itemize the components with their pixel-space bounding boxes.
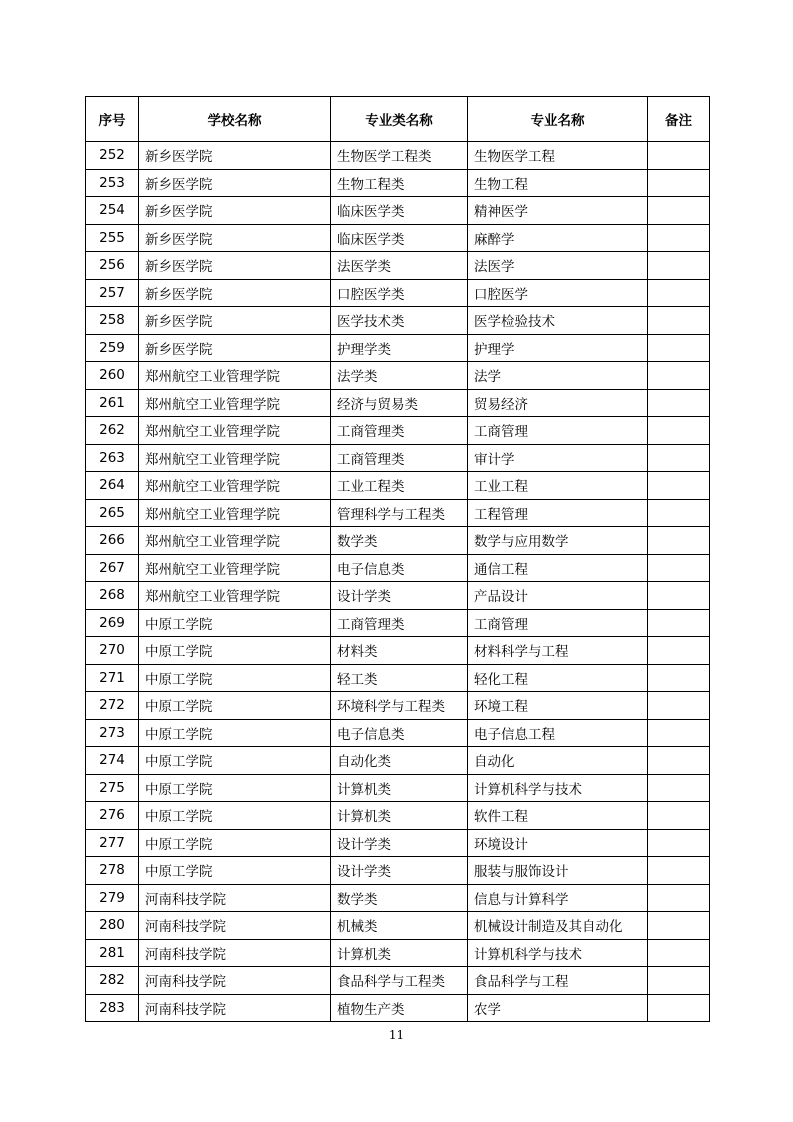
major-category-cell: 法医学类 [331,252,468,280]
table-row [86,994,710,1022]
serial-number-cell: 271 [86,664,139,692]
major-category-cell: 计算机类 [331,774,468,802]
remarks-cell [648,994,710,1022]
serial-number-cell: 260 [86,362,139,390]
school-name-cell: 新乡医学院 [139,334,331,362]
remarks-cell [648,637,710,665]
remarks-cell [648,582,710,610]
serial-number-cell: 276 [86,802,139,830]
serial-number-cell: 253 [86,169,139,197]
serial-number-cell: 263 [86,444,139,472]
remarks-cell [648,884,710,912]
serial-number-cell: 262 [86,417,139,445]
major-name-cell: 软件工程 [468,802,648,830]
table-row [86,967,710,995]
major-name-cell: 生物工程 [468,169,648,197]
major-name-cell: 机械设计制造及其自动化 [468,912,648,940]
table-row [86,939,710,967]
table-row [86,252,710,280]
major-name-cell: 计算机科学与技术 [468,774,648,802]
school-name-cell: 中原工学院 [139,664,331,692]
school-name-cell: 河南科技学院 [139,994,331,1022]
major-name-cell: 医学检验技术 [468,307,648,335]
serial-number-cell: 280 [86,912,139,940]
remarks-cell [648,802,710,830]
school-name-cell: 河南科技学院 [139,967,331,995]
major-name-cell: 产品设计 [468,582,648,610]
major-name-cell: 贸易经济 [468,389,648,417]
serial-number-cell: 283 [86,994,139,1022]
table-row [86,609,710,637]
serial-number-cell: 273 [86,719,139,747]
remarks-cell [648,252,710,280]
major-category-cell: 口腔医学类 [331,279,468,307]
table-body [86,142,710,1022]
major-category-cell: 轻工类 [331,664,468,692]
major-name-cell: 工商管理 [468,609,648,637]
table-row [86,719,710,747]
table-row [86,582,710,610]
school-name-cell: 新乡医学院 [139,169,331,197]
remarks-cell [648,169,710,197]
table-row [86,802,710,830]
table-row [86,774,710,802]
table-row [86,362,710,390]
major-category-cell: 电子信息类 [331,719,468,747]
major-name-cell: 轻化工程 [468,664,648,692]
table-row [86,224,710,252]
school-name-cell: 中原工学院 [139,637,331,665]
table-row [86,279,710,307]
major-category-cell: 生物工程类 [331,169,468,197]
major-name-cell: 法医学 [468,252,648,280]
remarks-cell [648,609,710,637]
major-name-cell: 数学与应用数学 [468,527,648,555]
school-name-cell: 新乡医学院 [139,142,331,170]
major-category-cell: 工商管理类 [331,417,468,445]
major-category-cell: 机械类 [331,912,468,940]
school-name-cell: 中原工学院 [139,719,331,747]
school-name-cell: 中原工学院 [139,609,331,637]
major-category-cell: 生物医学工程类 [331,142,468,170]
remarks-cell [648,279,710,307]
major-name-cell: 麻醉学 [468,224,648,252]
majors-table [85,96,710,1022]
remarks-cell [648,719,710,747]
major-name-cell: 工商管理 [468,417,648,445]
school-name-cell: 中原工学院 [139,802,331,830]
major-name-cell: 精神医学 [468,197,648,225]
major-name-cell: 自动化 [468,747,648,775]
major-name-cell: 电子信息工程 [468,719,648,747]
school-name-cell: 新乡医学院 [139,224,331,252]
major-category-cell: 经济与贸易类 [331,389,468,417]
major-category-cell: 材料类 [331,637,468,665]
remarks-cell [648,334,710,362]
school-name-cell: 新乡医学院 [139,307,331,335]
remarks-cell [648,912,710,940]
header-serial-number: 序号 [86,97,139,142]
major-name-cell: 材料科学与工程 [468,637,648,665]
school-name-cell: 郑州航空工业管理学院 [139,472,331,500]
major-category-cell: 计算机类 [331,939,468,967]
major-name-cell: 服装与服饰设计 [468,857,648,885]
school-name-cell: 郑州航空工业管理学院 [139,499,331,527]
remarks-cell [648,939,710,967]
serial-number-cell: 279 [86,884,139,912]
major-category-cell: 数学类 [331,884,468,912]
table-row [86,692,710,720]
school-name-cell: 郑州航空工业管理学院 [139,417,331,445]
remarks-cell [648,554,710,582]
table-row [86,307,710,335]
major-name-cell: 工程管理 [468,499,648,527]
school-name-cell: 新乡医学院 [139,279,331,307]
major-category-cell: 设计学类 [331,857,468,885]
serial-number-cell: 278 [86,857,139,885]
remarks-cell [648,664,710,692]
table-row [86,197,710,225]
major-name-cell: 口腔医学 [468,279,648,307]
major-category-cell: 工商管理类 [331,609,468,637]
major-name-cell: 食品科学与工程 [468,967,648,995]
serial-number-cell: 270 [86,637,139,665]
remarks-cell [648,389,710,417]
header-major-category: 专业类名称 [331,97,468,142]
school-name-cell: 中原工学院 [139,829,331,857]
school-name-cell: 中原工学院 [139,692,331,720]
school-name-cell: 郑州航空工业管理学院 [139,554,331,582]
major-name-cell: 计算机科学与技术 [468,939,648,967]
major-name-cell: 生物医学工程 [468,142,648,170]
serial-number-cell: 261 [86,389,139,417]
school-name-cell: 新乡医学院 [139,252,331,280]
major-category-cell: 设计学类 [331,829,468,857]
serial-number-cell: 275 [86,774,139,802]
serial-number-cell: 267 [86,554,139,582]
major-category-cell: 工业工程类 [331,472,468,500]
major-category-cell: 设计学类 [331,582,468,610]
major-category-cell: 电子信息类 [331,554,468,582]
major-name-cell: 信息与计算科学 [468,884,648,912]
serial-number-cell: 282 [86,967,139,995]
table-row [86,554,710,582]
table-row [86,169,710,197]
school-name-cell: 新乡医学院 [139,197,331,225]
major-name-cell: 环境设计 [468,829,648,857]
major-name-cell: 农学 [468,994,648,1022]
serial-number-cell: 266 [86,527,139,555]
school-name-cell: 郑州航空工业管理学院 [139,362,331,390]
school-name-cell: 河南科技学院 [139,884,331,912]
major-category-cell: 计算机类 [331,802,468,830]
major-name-cell: 环境工程 [468,692,648,720]
table-row [86,472,710,500]
serial-number-cell: 274 [86,747,139,775]
major-category-cell: 护理学类 [331,334,468,362]
page-number: 11 [388,1028,405,1042]
serial-number-cell: 254 [86,197,139,225]
header-school-name: 学校名称 [139,97,331,142]
remarks-cell [648,857,710,885]
major-name-cell: 通信工程 [468,554,648,582]
remarks-cell [648,307,710,335]
serial-number-cell: 281 [86,939,139,967]
school-name-cell: 河南科技学院 [139,939,331,967]
table-row [86,829,710,857]
remarks-cell [648,692,710,720]
major-category-cell: 临床医学类 [331,224,468,252]
serial-number-cell: 268 [86,582,139,610]
serial-number-cell: 264 [86,472,139,500]
serial-number-cell: 272 [86,692,139,720]
table-row [86,527,710,555]
header-remarks: 备注 [648,97,710,142]
remarks-cell [648,747,710,775]
table-row [86,417,710,445]
header-major-name: 专业名称 [468,97,648,142]
major-category-cell: 临床医学类 [331,197,468,225]
serial-number-cell: 277 [86,829,139,857]
table-row [86,499,710,527]
table-row [86,747,710,775]
serial-number-cell: 257 [86,279,139,307]
table-header-row [86,97,710,142]
school-name-cell: 郑州航空工业管理学院 [139,389,331,417]
school-name-cell: 中原工学院 [139,857,331,885]
serial-number-cell: 259 [86,334,139,362]
serial-number-cell: 269 [86,609,139,637]
major-category-cell: 数学类 [331,527,468,555]
serial-number-cell: 258 [86,307,139,335]
table-row [86,444,710,472]
remarks-cell [648,774,710,802]
serial-number-cell: 256 [86,252,139,280]
major-category-cell: 植物生产类 [331,994,468,1022]
remarks-cell [648,362,710,390]
remarks-cell [648,224,710,252]
major-category-cell: 工商管理类 [331,444,468,472]
remarks-cell [648,499,710,527]
major-category-cell: 法学类 [331,362,468,390]
table-row [86,334,710,362]
major-name-cell: 护理学 [468,334,648,362]
serial-number-cell: 265 [86,499,139,527]
serial-number-cell: 255 [86,224,139,252]
table-row [86,912,710,940]
major-category-cell: 医学技术类 [331,307,468,335]
school-name-cell: 河南科技学院 [139,912,331,940]
major-category-cell: 自动化类 [331,747,468,775]
table-row [86,857,710,885]
major-name-cell: 法学 [468,362,648,390]
school-name-cell: 中原工学院 [139,747,331,775]
table-row [86,884,710,912]
table-row [86,389,710,417]
table-row [86,664,710,692]
table-row [86,637,710,665]
major-name-cell: 工业工程 [468,472,648,500]
table-row [86,142,710,170]
major-category-cell: 管理科学与工程类 [331,499,468,527]
school-name-cell: 中原工学院 [139,774,331,802]
school-name-cell: 郑州航空工业管理学院 [139,527,331,555]
remarks-cell [648,829,710,857]
major-category-cell: 食品科学与工程类 [331,967,468,995]
major-name-cell: 审计学 [468,444,648,472]
remarks-cell [648,472,710,500]
major-category-cell: 环境科学与工程类 [331,692,468,720]
school-name-cell: 郑州航空工业管理学院 [139,444,331,472]
remarks-cell [648,142,710,170]
remarks-cell [648,444,710,472]
remarks-cell [648,527,710,555]
serial-number-cell: 252 [86,142,139,170]
remarks-cell [648,967,710,995]
remarks-cell [648,197,710,225]
remarks-cell [648,417,710,445]
school-name-cell: 郑州航空工业管理学院 [139,582,331,610]
